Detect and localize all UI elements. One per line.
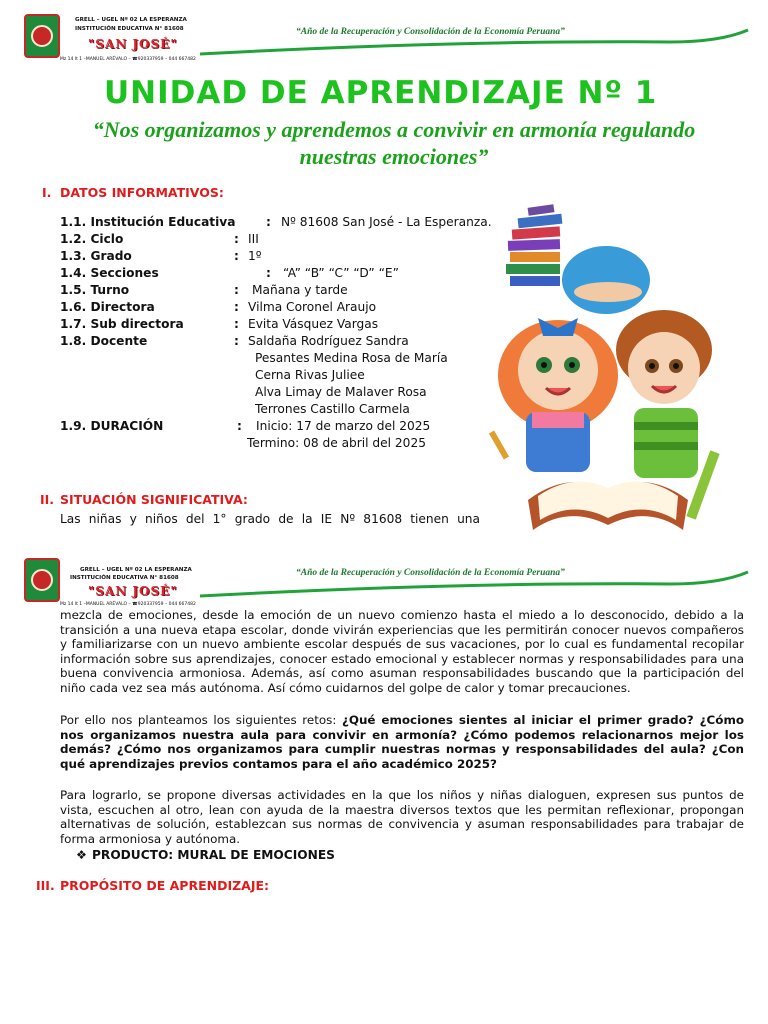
row-6-label: 1.6. Directora xyxy=(60,300,155,314)
row-8-label: 1.8. Docente xyxy=(60,334,148,348)
header2-swoosh xyxy=(200,570,750,604)
challenges-intro: Por ello nos planteamos los siguientes retos: xyxy=(60,713,342,727)
header2-line-1: GRELL – UGEL Nº 02 LA ESPERANZA xyxy=(80,567,192,573)
row-5-colon: : xyxy=(234,283,239,297)
docente-4: Alva Limay de Malaver Rosa xyxy=(255,385,427,399)
row-5-value: Mañana y tarde xyxy=(252,283,348,297)
section-2-number: II. xyxy=(40,492,55,507)
row-4-colon: : xyxy=(266,266,271,280)
header-swoosh xyxy=(200,28,750,62)
row-2-value: III xyxy=(248,232,259,246)
row-3-label: 1.3. Grado xyxy=(60,249,132,263)
row-5-label: 1.5. Turno xyxy=(60,283,130,297)
product-bullet: ❖ xyxy=(76,848,87,862)
situation-paragraph-3: Para lograrlo, se propone diversas actividades en la que los niños y niñas dialoguen, expresen sus puntos de vista, escuchen al otro, lean con ayuda de la maestra diversos textos que les permitan reflexionar, propongan alternativas de solución, establezcan sus normas de convivencia y asuman responsabilidades para trabajar de forma armoniosa y autónoma. xyxy=(60,788,744,846)
docente-3: Cerna Rivas Juliee xyxy=(255,368,365,382)
school-address: Mz 14 lt 1 –MANUEL ARÉVALO – ☎920337959 – 044 667482 xyxy=(60,57,196,62)
school-logo xyxy=(24,14,60,58)
section-1-heading: DATOS INFORMATIVOS: xyxy=(60,185,224,200)
row-3-colon: : xyxy=(234,249,239,263)
school-logo-2 xyxy=(24,558,60,602)
row-3-value: 1º xyxy=(248,249,262,263)
docente-2: Pesantes Medina Rosa de María xyxy=(255,351,448,365)
row-7-value: Evita Vásquez Vargas xyxy=(248,317,379,331)
page-subtitle: “Nos organizamos y aprendemos a convivir en armonía regulando nuestras emociones” xyxy=(92,117,696,169)
school-address-2: Mz 14 lt 1 –MANUEL ARÉVALO – ☎920337959 – 044 667482 xyxy=(60,602,196,607)
row-8-value: Saldaña Rodríguez Sandra xyxy=(248,334,409,348)
row-7-colon: : xyxy=(234,317,239,331)
header-line-2: INSTITUCIÓN EDUCATIVA N° 81608 xyxy=(75,26,184,32)
row-6-value: Vilma Coronel Araujo xyxy=(248,300,377,314)
header-motto: “Año de la Recuperación y Consolidación de la Economía Peruana” xyxy=(296,27,565,37)
duracion-termino: Termino: 08 de abril del 2025 xyxy=(247,436,426,450)
header2-line-2: INSTITUCIÓN EDUCATIVA N° 81608 xyxy=(70,575,179,581)
row-4-label: 1.4. Secciones xyxy=(60,266,159,280)
row-1-colon: : xyxy=(266,215,271,229)
duracion-colon: : xyxy=(237,419,242,433)
row-1-label: 1.1. Institución Educativa xyxy=(60,215,236,229)
row-2-colon: : xyxy=(234,232,239,246)
row-2-label: 1.2. Ciclo xyxy=(60,232,124,246)
challenges-questions: ¿Qué emociones sientes al iniciar el primer grado? ¿Cómo nos organizamos nuestra aula para convivir en armonía? ¿Cómo podemos relacionarnos mejor los demás? ¿Cómo nos organizamos para cumplir nuestras normas y responsabilidades del aula? ¿Con qué aprendizajes previos contamos para el año académico 2025? xyxy=(60,713,744,771)
children-books-illustration xyxy=(488,200,728,540)
page-title: UNIDAD DE APRENDIZAJE Nº 1 xyxy=(104,75,658,111)
situation-paragraph-1: mezcla de emociones, desde la emoción de un nuevo comienzo hasta el miedo a lo desconocido, debido a la transición a una nueva etapa escolar, donde vivirán experiencias que les permitirán conocer nuevos compañeros y familiarizarse con un nuevo ambiente escolar después de sus vacaciones, por lo cual es fundamental recopilar información sobre sus aprendizajes, conocer estado emocional y establecer normas y responsabilidades para una buena convivencia armoniosa. Además, así como asuman responsabilidades buscando que la participación del niño cada vez sea más autónoma. Así cómo cuidarnos del golpe de calor y tomar precauciones. xyxy=(60,608,744,695)
situation-paragraph-2 xyxy=(60,713,744,771)
product-line: PRODUCTO: MURAL DE EMOCIONES xyxy=(92,848,335,862)
header2-motto: “Año de la Recuperación y Consolidación de la Economía Peruana” xyxy=(296,568,565,578)
section-1-number: I. xyxy=(42,185,52,200)
school-name-2: "SAN JOSÉ" xyxy=(88,584,178,598)
section-3-heading: PROPÓSITO DE APRENDIZAJE: xyxy=(60,878,270,893)
row-8-colon: : xyxy=(234,334,239,348)
row-1-value: Nº 81608 San José - La Esperanza. xyxy=(281,215,492,229)
situation-intro: Las niñas y niños del 1° grado de la IE Nº 81608 tienen una xyxy=(60,512,480,526)
section-2-heading: SITUACIÓN SIGNIFICATIVA: xyxy=(60,492,248,507)
row-6-colon: : xyxy=(234,300,239,314)
duracion-label: 1.9. DURACIÓN xyxy=(60,419,164,433)
duracion-inicio: Inicio: 17 de marzo del 2025 xyxy=(256,419,431,433)
row-4-value: “A” “B” “C” “D” “E” xyxy=(283,266,399,280)
row-7-label: 1.7. Sub directora xyxy=(60,317,184,331)
section-3-number: III. xyxy=(36,878,55,893)
docente-5: Terrones Castillo Carmela xyxy=(255,402,410,416)
school-name: "SAN JOSÉ" xyxy=(88,37,178,51)
header-line-1: GRELL – UGEL Nº 02 LA ESPERANZA xyxy=(75,17,187,23)
